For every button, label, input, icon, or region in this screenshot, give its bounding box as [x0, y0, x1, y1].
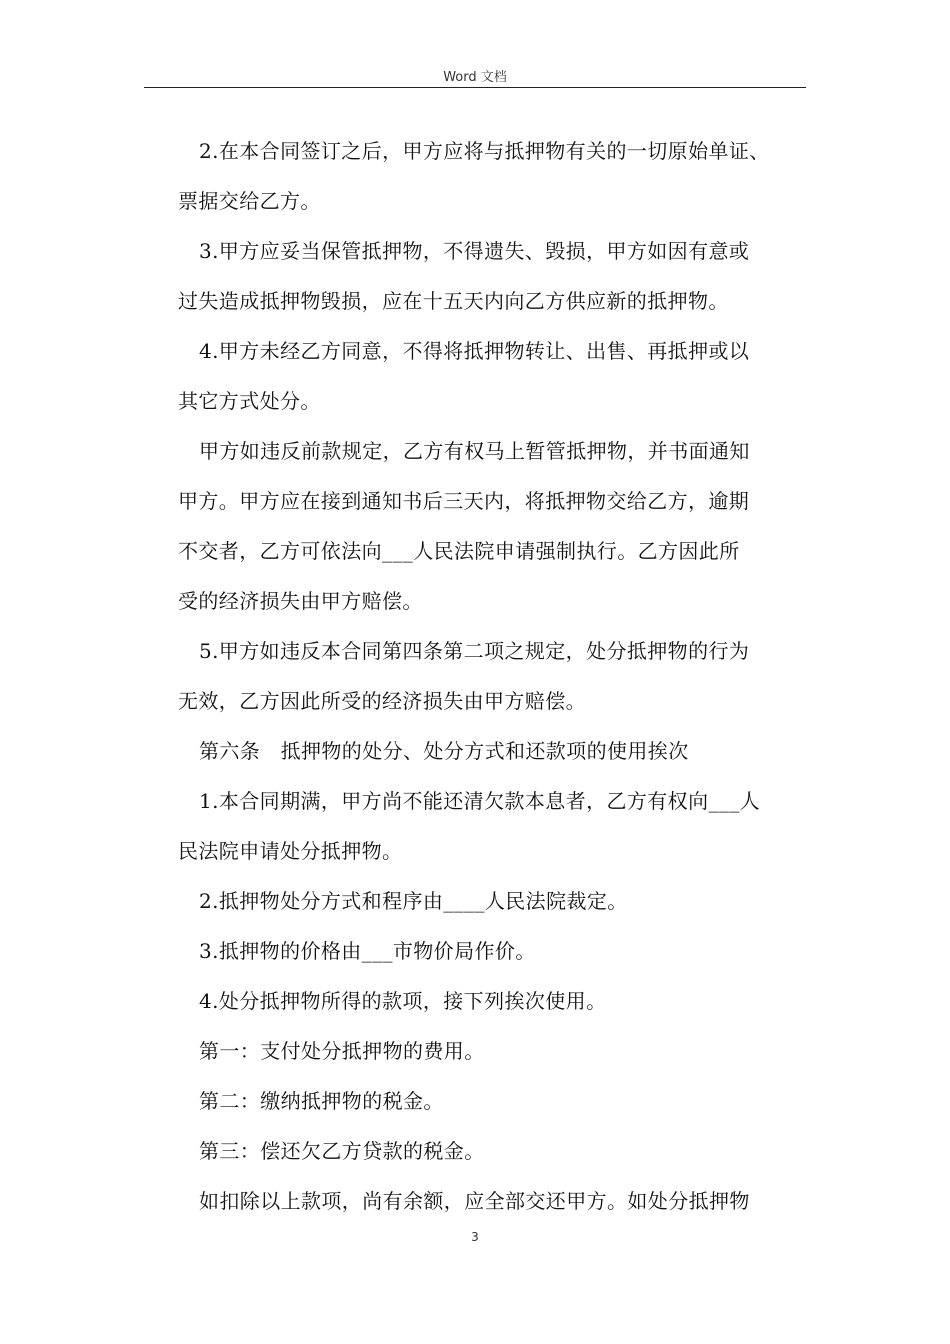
paragraph-line: 其它方式处分。 — [178, 389, 321, 413]
paragraph — [178, 726, 808, 776]
paragraph-line: 3.抵押物的价格由___市物价局作价。 — [199, 939, 536, 963]
paragraph-line: 3.甲方应妥当保管抵押物，不得遗失、毁损，甲方如因有意或 — [199, 239, 750, 263]
page-header: Word 文档 — [443, 70, 507, 85]
paragraph — [178, 126, 808, 226]
paragraph-line: 1.本合同期满，甲方尚不能还清欠款本息者，乙方有权向___人 — [199, 789, 761, 813]
paragraph — [178, 876, 808, 926]
paragraph — [178, 1076, 808, 1126]
paragraph — [178, 1026, 808, 1076]
paragraph — [178, 776, 808, 876]
paragraph — [178, 926, 808, 976]
paragraph — [178, 626, 808, 726]
paragraph-line: 5.甲方如违反本合同第四条第二项之规定，处分抵押物的行为 — [199, 639, 750, 663]
paragraph — [178, 1126, 808, 1176]
paragraph-line: 如扣除以上款项，尚有余额，应全部交还甲方。如处分抵押物 — [199, 1189, 750, 1213]
paragraph-line: 受的经济损失由甲方赔偿。 — [178, 589, 423, 613]
paragraph-line: 过失造成抵押物毁损，应在十五天内向乙方供应新的抵押物。 — [178, 289, 729, 313]
paragraph — [178, 426, 808, 626]
paragraph-line: 民法院申请处分抵押物。 — [178, 839, 403, 863]
paragraph-line: 4.处分抵押物所得的款项，接下列挨次使用。 — [199, 989, 607, 1013]
paragraph — [178, 226, 808, 326]
paragraph-line: 2.抵押物处分方式和程序由____人民法院裁定。 — [199, 889, 628, 913]
paragraph-line: 4.甲方未经乙方同意，不得将抵押物转让、出售、再抵押或以 — [199, 339, 750, 363]
paragraph-line: 第六条 抵押物的处分、处分方式和还款项的使用挨次 — [199, 739, 689, 763]
paragraph-line: 第二：缴纳抵押物的税金。 — [199, 1089, 444, 1113]
paragraph — [178, 1176, 808, 1226]
paragraph-line: 第三：偿还欠乙方贷款的税金。 — [199, 1139, 485, 1163]
paragraph — [178, 326, 808, 426]
paragraph-line: 第一：支付处分抵押物的费用。 — [199, 1039, 485, 1063]
paragraph-line: 无效，乙方因此所受的经济损失由甲方赔偿。 — [178, 689, 586, 713]
paragraph-line: 不交者，乙方可依法向___人民法院申请强制执行。乙方因此所 — [178, 539, 740, 563]
header-divider — [144, 87, 806, 88]
paragraph-line: 2.在本合同签订之后，甲方应将与抵押物有关的一切原始单证、 — [199, 139, 770, 163]
page-number: 3 — [471, 1230, 479, 1244]
document-body — [178, 126, 808, 1226]
paragraph-line: 甲方如违反前款规定，乙方有权马上暂管抵押物，并书面通知 — [199, 439, 750, 463]
paragraph — [178, 976, 808, 1026]
paragraph-line: 甲方。甲方应在接到通知书后三天内，将抵押物交给乙方，逾期 — [178, 489, 750, 513]
paragraph-line: 票据交给乙方。 — [178, 189, 321, 213]
